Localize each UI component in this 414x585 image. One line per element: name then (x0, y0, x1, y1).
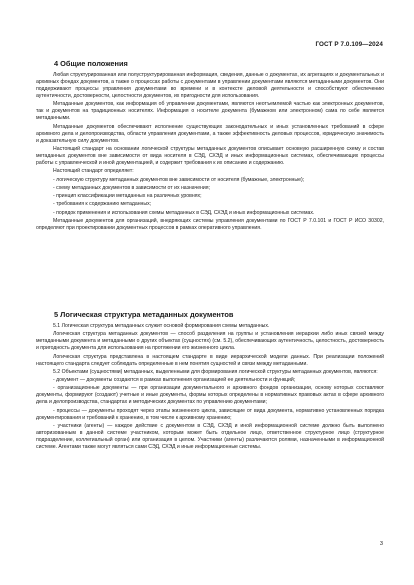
list-item: - участники (агенты) — каждое действие с документом в СЭД, СХЭД и иной информационной системе должно быть выполнено авторизованным в данной системе участником, которым может быть отдельное лицо, ответственное структурное лицо (структурное подразделение, коллегиальный орган) или организация в целом. Участники (агенты) различаются ролями, назначенными в информационной системе. Агентами также могут являться сами СЭД, СХЭД и иные информационные системы. (36, 422, 384, 451)
paragraph: Метаданные документов для организаций, внедряющих системы управления документами по ГОСТ Р 7.0.101 и ГОСТ Р ИСО 30302, определяют при проектировании документных процессов в рамках оперативного управления. (36, 217, 384, 231)
section-4-body (36, 72, 384, 233)
list-item: - принцип классификации метаданных на различных уровнях; (53, 193, 202, 200)
list-item: - схему метаданных документов в зависимости от их назначения; (53, 184, 210, 191)
page-number: 3 (379, 541, 383, 547)
paragraph: Настоящий стандарт на основании логической структуры метаданных документов описывает основную расширенную схему и состав метаданных документов вне зависимости от вида носителя в СЭД, СХЭД и иных информационных системах, обеспечивающих процессы работы с управленческой и иной документацией, и содержит требования к их описанию и содержанию. (36, 146, 384, 167)
paragraph: Логическая структура метаданных документов — способ разделения на группы и установления иерархии либо иных связей между метаданными документа и метаданными о других объектах (сущностях) (см. 5.2), обеспечивающих аутентичность, целостность, достоверность и пригодность документа для использования на протяжении его жизненного цикла. (36, 331, 384, 352)
paragraph: 5.1 Логическая структура метаданных служит основой формирования схемы метаданных. (53, 323, 270, 329)
paragraph: Настоящий стандарт определяет: (53, 168, 134, 175)
paragraph: Метаданные документов, как информация об управлении документами, являются неотъемлемой частью как электронных документов, так и документов на традиционных носителях. Информация о носителе документа (бумажном или электронном) сама по себе является метаданными. (36, 101, 384, 122)
list-item: - логическую структуру метаданных документов вне зависимости от носителя (бумажные, электронные); (53, 176, 305, 183)
document-code: ГОСТ Р 7.0.109—2024 (315, 41, 383, 48)
list-item: - документ — документы создаются в рамках выполнения организацией ее деятельности и функций; (53, 377, 296, 384)
list-item: - процессы — документы проходят через этапы жизненного цикла, зависящие от вида документа, нормативно установленных порядка документирования и требований к хранению, в том числе к архивному хранению; (36, 407, 384, 421)
paragraph: 5.2 Объектами (сущностями) метаданных, выделенными для формирования логической структуры метаданных документов, являются: (53, 368, 378, 375)
list-item: - порядок применения и использования схемы метаданных в СЭД, СХЭД и иных информационных системах. (53, 209, 315, 216)
paragraph: Логическая структура представлена в настоящем стандарте в виде иерархической модели данных. При реализации положений настоящего стандарта следует соблюдать определенные в нем понятия сущностей и связи между метаданными. (36, 353, 384, 367)
list-item: - требования к содержанию метаданных; (53, 201, 152, 208)
paragraph: Метаданные документов обеспечивают исполнение существующих законодательных и иных установленных требований в сфере архивного дела и делопроизводства, области управления документами, а также эффективность деловых процессов, юридическую значимость и доказательную силу документов. (36, 123, 384, 144)
list-item: - организационные документы — при организации документального и архивного фондов организации, основу которых составляют документы, формируют (создают) учетные и иные документы, формы которых определены в нормативных правовых актах в сфере архивного дела и делопроизводства, стандартах и методических документах по управлению документами; (36, 385, 384, 406)
section-4-title: 4 Общие положения (54, 59, 128, 68)
section-5-body (36, 323, 384, 452)
paragraph: Любая структурированная или полуструктурированная информация, сведения, данные о документах, их агрегациях и документальных и архивных фондах документов, а также о процессах работы с документами в управлении документами являются метаданными документов. Они поддерживают процессы управления документами во времени и в контексте деловой деятельности и способствуют обеспечению аутентичности, достоверности, целостности документов, их пригодности для использования. (36, 72, 384, 100)
section-5-title: 5 Логическая структура метаданных документов (54, 310, 234, 319)
